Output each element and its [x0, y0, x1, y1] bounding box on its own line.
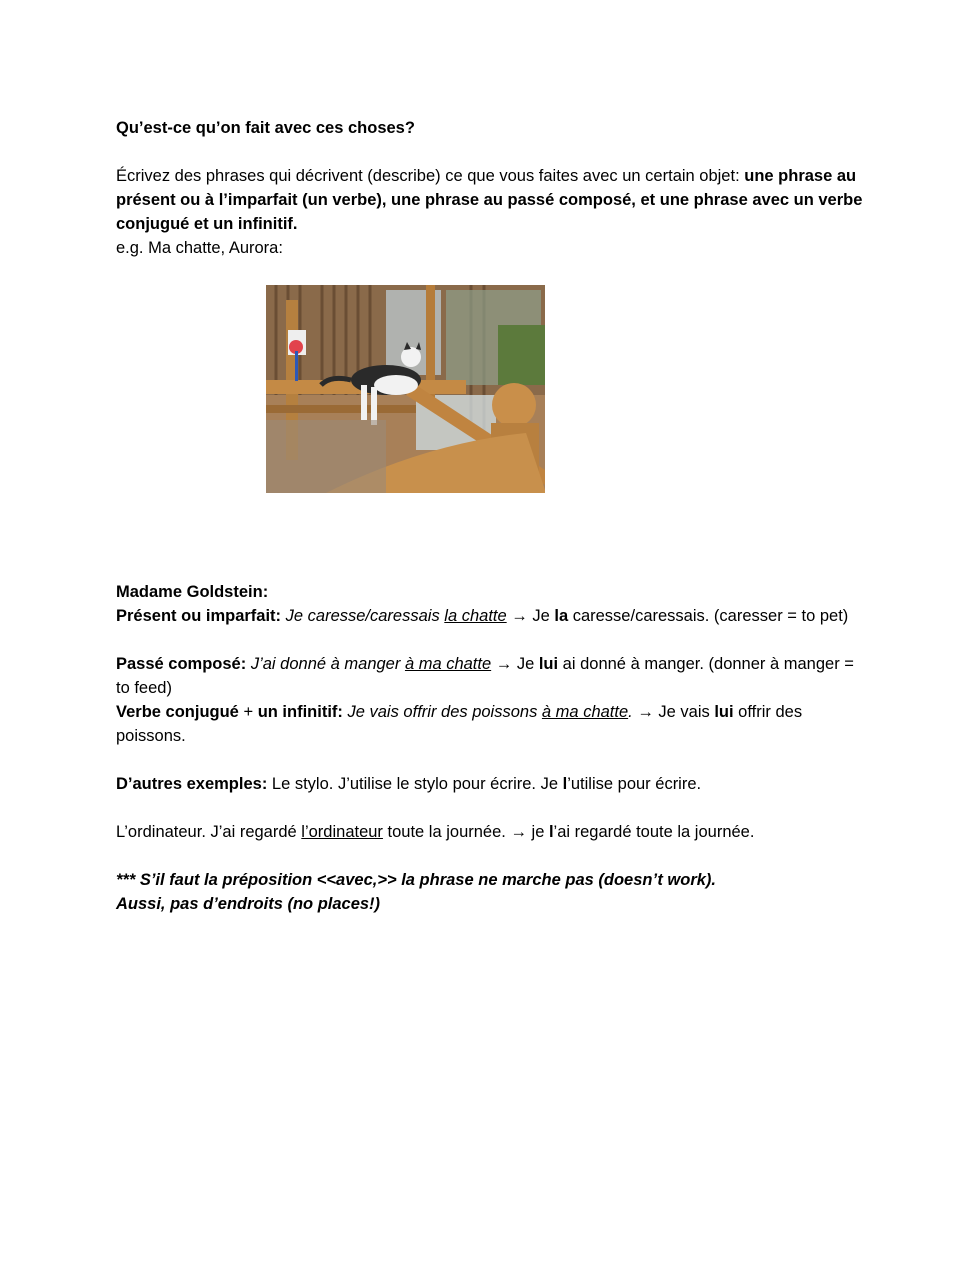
other-examples: D’autres exemples: Le stylo. J’utilise le stylo pour écrire. Je l’utilise pour écrire.: [116, 775, 702, 793]
page-title: Qu’est-ce qu’on fait avec ces choses?: [116, 119, 415, 137]
note-places: Aussi, pas d’endroits (no places!): [116, 895, 381, 913]
ordinateur-example: L’ordinateur. J’ai regardé l’ordinateur toute la journée. → je l’ai regardé toute la journée.: [116, 823, 755, 841]
teacher-name: Madame Goldstein:: [116, 583, 269, 601]
present-example: Présent ou imparfait: Je caresse/caressais la chatte → Je la caresse/caressais. (caresser = to pet): [116, 607, 849, 625]
passe-compose-example: Passé composé: J’ai donné à manger à ma chatte → Je lui ai donné à manger. (donner à manger = to feed): [116, 655, 854, 697]
example-label: e.g. Ma chatte, Aurora:: [116, 239, 283, 257]
cat-photo: [266, 285, 545, 493]
verbe-infinitif-example: Verbe conjugué + un infinitif: Je vais offrir des poissons à ma chatte. → Je vais lui offrir des poissons.: [116, 703, 803, 745]
instructions-paragraph: Écrivez des phrases qui décrivent (describe) ce que vous faites avec un certain objet: une phrase au présent ou à l’imparfait (un verbe), une phrase au passé composé, et une phrase avec un verbe conjugué et un infinitif.: [116, 167, 863, 233]
note-preposition: *** S’il faut la préposition <<avec,>> la phrase ne marche pas (doesn’t work).: [116, 871, 717, 889]
